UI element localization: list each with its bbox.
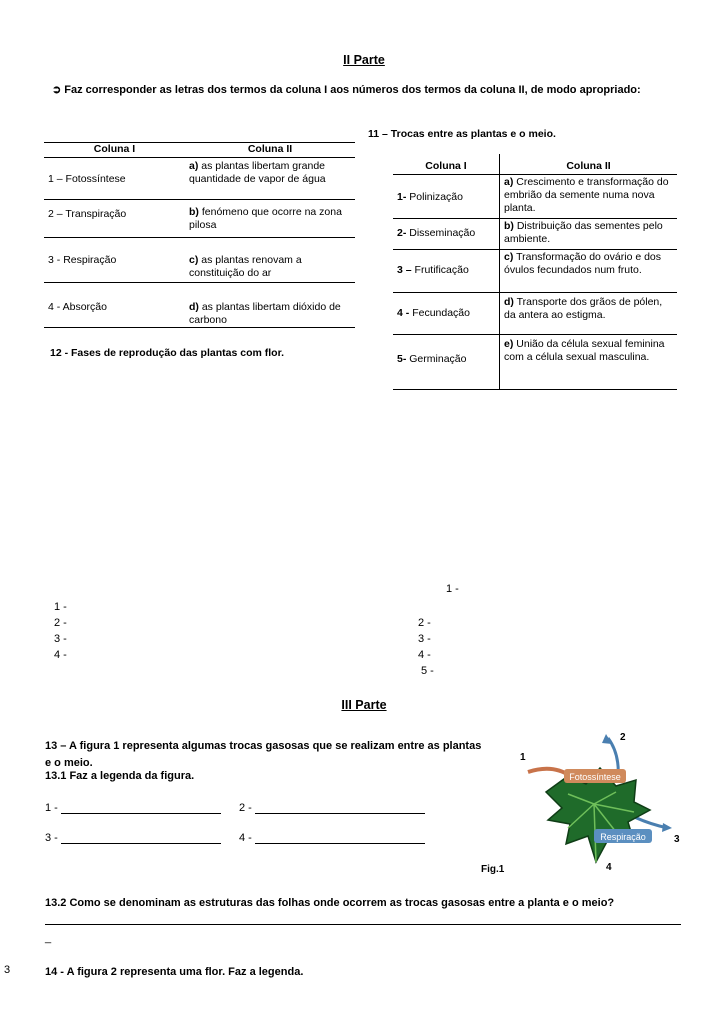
table2-row bbox=[393, 218, 677, 249]
row-term: Polinização bbox=[409, 190, 463, 203]
figure-label-respiracao: Respiração bbox=[600, 832, 646, 842]
row-letter: c) bbox=[189, 254, 199, 266]
answer-line: 2 - bbox=[54, 617, 67, 629]
row-term: Frutificação bbox=[414, 263, 469, 276]
row-letter: c) bbox=[504, 250, 514, 263]
answer-line: 2 - bbox=[418, 617, 431, 629]
row-term: Respiração bbox=[63, 254, 117, 266]
answer-line: 3 - bbox=[54, 633, 67, 645]
part3-title: III Parte bbox=[341, 698, 387, 712]
table1-row bbox=[44, 238, 355, 283]
row-letter: a) bbox=[504, 175, 514, 188]
table2-header-col1: Coluna I bbox=[393, 154, 500, 174]
part2-title: II Parte bbox=[343, 53, 385, 67]
legend-label: 2 - bbox=[239, 802, 252, 814]
row-letter: b) bbox=[504, 219, 514, 232]
row-term: Absorção bbox=[62, 301, 107, 313]
table1-row bbox=[44, 200, 355, 238]
row-num: 1 – bbox=[48, 173, 63, 185]
answer-blank[interactable] bbox=[61, 802, 221, 814]
answer-blank[interactable] bbox=[255, 832, 425, 844]
part2-instruction bbox=[52, 82, 676, 98]
q13-2-text: 13.2 Como se denominam as estruturas das folhas onde ocorrem as trocas gasosas entre a planta e o meio? bbox=[45, 897, 615, 909]
row-term: Fotossíntese bbox=[65, 173, 126, 185]
answer-line: 1 - bbox=[54, 601, 67, 613]
figure-number: 3 bbox=[674, 834, 680, 845]
answer-line-13-2[interactable] bbox=[45, 924, 681, 925]
row-term: Disseminação bbox=[409, 226, 476, 239]
answer-line: 5 - bbox=[421, 665, 434, 677]
row-desc: as plantas renovam a constituição do ar bbox=[189, 254, 302, 279]
table2-row bbox=[393, 334, 677, 389]
answer-line: 1 - bbox=[446, 583, 459, 595]
table2-header-row bbox=[393, 154, 677, 174]
arrow-icon: ➲ bbox=[52, 84, 62, 96]
figure-number: 1 bbox=[520, 752, 526, 763]
answer-line-tail: _ bbox=[45, 932, 52, 944]
row-desc: Transporte dos grãos de pólen, da antera ao estigma. bbox=[504, 295, 663, 321]
row-letter: b) bbox=[189, 206, 199, 218]
q14-text: 14 - A figura 2 representa uma flor. Faz a legenda. bbox=[45, 966, 304, 978]
answer-line: 4 - bbox=[54, 649, 67, 661]
row-num: 4 - bbox=[397, 306, 410, 319]
figure-number: 2 bbox=[620, 732, 626, 743]
table1-header-col1: Coluna I bbox=[44, 143, 185, 158]
legend-line-1 bbox=[45, 802, 221, 814]
q13-text: 13 – A figura 1 representa algumas trocas gasosas que se realizam entre as plantas e o meio. bbox=[45, 740, 482, 769]
matching-table-2 bbox=[393, 154, 677, 390]
row-num: 2- bbox=[397, 226, 407, 239]
row-num: 2 – bbox=[48, 208, 63, 220]
q12-title: 12 - Fases de reprodução das plantas com flor. bbox=[50, 347, 284, 359]
instruction-text: Faz corresponder as letras dos termos da coluna I aos números dos termos da coluna II, de modo apropriado: bbox=[64, 84, 641, 96]
row-term: Germinação bbox=[409, 352, 467, 365]
page-number: 3 bbox=[4, 964, 11, 976]
row-letter: e) bbox=[504, 337, 514, 350]
row-desc: as plantas libertam grande quantidade de vapor de água bbox=[189, 160, 326, 185]
legend-line-4 bbox=[239, 832, 425, 844]
table1-row bbox=[44, 283, 355, 328]
q13-1-text: 13.1 Faz a legenda da figura. bbox=[45, 770, 195, 782]
table2-row bbox=[393, 174, 677, 218]
legend-label: 4 - bbox=[239, 832, 252, 844]
row-letter: d) bbox=[189, 301, 199, 313]
answer-blank[interactable] bbox=[255, 802, 425, 814]
row-letter: a) bbox=[189, 160, 199, 172]
row-letter: d) bbox=[504, 295, 514, 308]
row-desc: fenómeno que ocorre na zona pilosa bbox=[189, 206, 342, 231]
legend-line-3 bbox=[45, 832, 221, 844]
table1-header-col2: Coluna II bbox=[185, 143, 355, 158]
answers-left bbox=[54, 599, 67, 663]
row-desc: Crescimento e transformação do embrião da semente numa nova planta. bbox=[504, 175, 669, 214]
figure-caption: Fig.1 bbox=[481, 864, 505, 875]
row-num: 4 - bbox=[48, 301, 61, 313]
table2-row bbox=[393, 292, 677, 334]
answers-right bbox=[418, 615, 434, 679]
figure-number: 4 bbox=[606, 862, 612, 873]
row-num: 3 – bbox=[397, 263, 412, 276]
q11-title: 11 – Trocas entre as plantas e o meio. bbox=[368, 128, 556, 140]
row-desc: Transformação do ovário e dos óvulos fecundados num fruto. bbox=[504, 250, 662, 276]
legend-label: 1 - bbox=[45, 802, 58, 814]
row-term: Transpiração bbox=[65, 208, 127, 220]
answer-blank[interactable] bbox=[61, 832, 221, 844]
row-num: 5- bbox=[397, 352, 407, 365]
matching-table-1 bbox=[44, 142, 355, 328]
row-desc: União da célula sexual feminina com a célula sexual masculina. bbox=[504, 337, 665, 363]
row-num: 1- bbox=[397, 190, 407, 203]
row-desc: as plantas libertam dióxido de carbono bbox=[189, 301, 341, 326]
table2-row bbox=[393, 249, 677, 292]
table1-header-row bbox=[44, 143, 355, 158]
row-num: 3 - bbox=[48, 254, 61, 266]
table1-row bbox=[44, 158, 355, 200]
legend-line-2 bbox=[239, 802, 425, 814]
table2-header-col2: Coluna II bbox=[500, 154, 678, 174]
leaf-figure bbox=[508, 724, 688, 874]
row-desc: Distribuição das sementes pelo ambiente. bbox=[504, 219, 663, 245]
row-term: Fecundação bbox=[412, 306, 470, 319]
answer-line: 3 - bbox=[418, 633, 431, 645]
legend-label: 3 - bbox=[45, 832, 58, 844]
arrow-in-icon bbox=[528, 769, 570, 776]
figure-label-fotossintese: Fotossíntese bbox=[569, 772, 621, 782]
answer-line: 4 - bbox=[418, 649, 431, 661]
